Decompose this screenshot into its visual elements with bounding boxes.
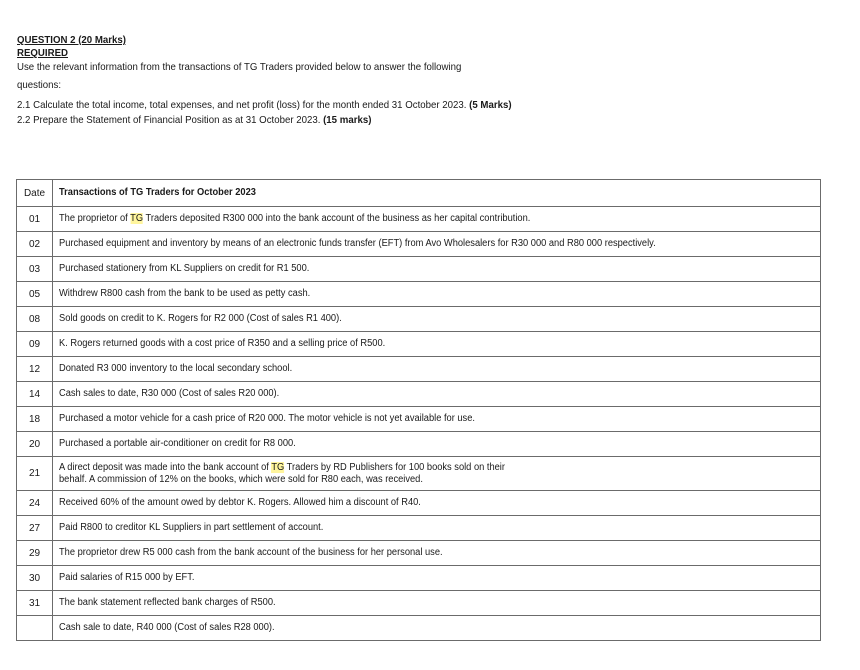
transaction-text: Purchased a portable air-conditioner on credit for R8 000. [59,438,296,449]
row-transaction [53,591,821,616]
row-date: 08 [17,307,53,332]
row-date: 12 [17,357,53,382]
transaction-text-part: Traders deposited R300 000 into the bank account of the business as her capital contribution. [143,213,531,224]
transaction-text [59,462,515,486]
question-title: QUESTION 2 (20 Marks) [17,34,126,46]
row-transaction [53,357,821,382]
transaction-text: The bank statement reflected bank charges of R500. [59,597,276,608]
transaction-text: Purchased stationery from KL Suppliers on credit for R1 500. [59,263,310,274]
row-date: 14 [17,382,53,407]
transaction-text: Sold goods on credit to K. Rogers for R2 000 (Cost of sales R1 400). [59,313,342,324]
required-heading: REQUIRED [17,47,69,59]
question-2-2-text: 2.2 Prepare the Statement of Financial Position as at 31 October 2023. [17,114,321,126]
transactions-body [17,207,821,641]
table-row [17,207,821,232]
intro-line-1: Use the relevant information from the transactions of TG Traders provided below to answer the following [17,61,462,73]
transaction-text: Donated R3 000 inventory to the local secondary school. [59,363,293,374]
row-transaction [53,282,821,307]
row-transaction [53,232,821,257]
transaction-text: Paid R800 to creditor KL Suppliers in part settlement of account. [59,522,324,533]
row-transaction [53,541,821,566]
table-row [17,282,821,307]
row-transaction [53,207,821,232]
transaction-text [59,213,761,225]
table-row [17,516,821,541]
row-transaction [53,332,821,357]
row-transaction [53,382,821,407]
row-transaction [53,407,821,432]
row-date: 20 [17,432,53,457]
row-date: 09 [17,332,53,357]
row-transaction [53,457,821,491]
table-row [17,332,821,357]
question-2-1-text: 2.1 Calculate the total income, total expenses, and net profit (loss) for the month ended 31 October 2023. [17,99,467,111]
transaction-text: Cash sales to date, R30 000 (Cost of sales R20 000). [59,388,280,399]
question-2-1 [17,99,771,111]
table-row [17,382,821,407]
row-date: 30 [17,566,53,591]
transaction-text: K. Rogers returned goods with a cost price of R350 and a selling price of R500. [59,338,386,349]
row-date: 29 [17,541,53,566]
table-row [17,591,821,616]
transaction-text: Received 60% of the amount owed by debtor K. Rogers. Allowed him a discount of R40. [59,497,421,508]
table-header-row [17,180,821,207]
transactions-column-header [53,180,821,207]
transaction-text-part: A direct deposit was made into the bank account of [59,461,272,473]
table-row [17,491,821,516]
row-date: 21 [17,457,53,491]
transaction-text: The proprietor drew R5 000 cash from the bank account of the business for her personal use. [59,547,443,558]
table-row [17,407,821,432]
transaction-text: Purchased equipment and inventory by means of an electronic funds transfer (EFT) from Avo Wholesalers for R30 000 and R80 000 respectively. [59,238,656,249]
transaction-text: Cash sale to date, R40 000 (Cost of sales R28 000). [59,622,275,633]
date-column-header: Date [17,180,53,207]
table-row [17,616,821,641]
question-2-1-marks: (5 Marks) [469,99,512,111]
row-transaction [53,516,821,541]
row-transaction [53,491,821,516]
row-transaction [53,566,821,591]
question-header [17,34,837,126]
row-transaction [53,307,821,332]
row-date: 24 [17,491,53,516]
table-row [17,357,821,382]
transaction-text-part: The proprietor of [59,213,131,224]
row-transaction [53,616,821,641]
row-date: 02 [17,232,53,257]
table-row [17,257,821,282]
row-date: 03 [17,257,53,282]
transaction-text-part: Traders by RD Publishers for 100 books sold on their behalf. A commission of 12% on the books, which were sold for R80 each, was received. [59,461,505,485]
transaction-text: Withdrew R800 cash from the bank to be used as petty cash. [59,288,311,299]
row-date: 27 [17,516,53,541]
intro-line-2: questions: [17,79,62,91]
table-row [17,566,821,591]
row-transaction [53,432,821,457]
table-row [17,432,821,457]
transaction-text: Paid salaries of R15 000 by EFT. [59,572,195,583]
highlighted-text: TG [130,213,144,224]
row-transaction [53,257,821,282]
transactions-column-title: Transactions of TG Traders for October 2023 [59,187,256,198]
question-2-2 [17,114,771,126]
table-row [17,541,821,566]
table-row [17,457,821,491]
highlighted-text: TG [271,461,285,473]
row-date: 01 [17,207,53,232]
row-date: 31 [17,591,53,616]
transaction-text: Purchased a motor vehicle for a cash price of R20 000. The motor vehicle is not yet available for use. [59,413,475,424]
table-row [17,232,821,257]
row-date: 18 [17,407,53,432]
row-date [17,616,53,641]
question-2-2-marks: (15 marks) [323,114,372,126]
row-date: 05 [17,282,53,307]
transactions-table [16,179,821,641]
table-row [17,307,821,332]
